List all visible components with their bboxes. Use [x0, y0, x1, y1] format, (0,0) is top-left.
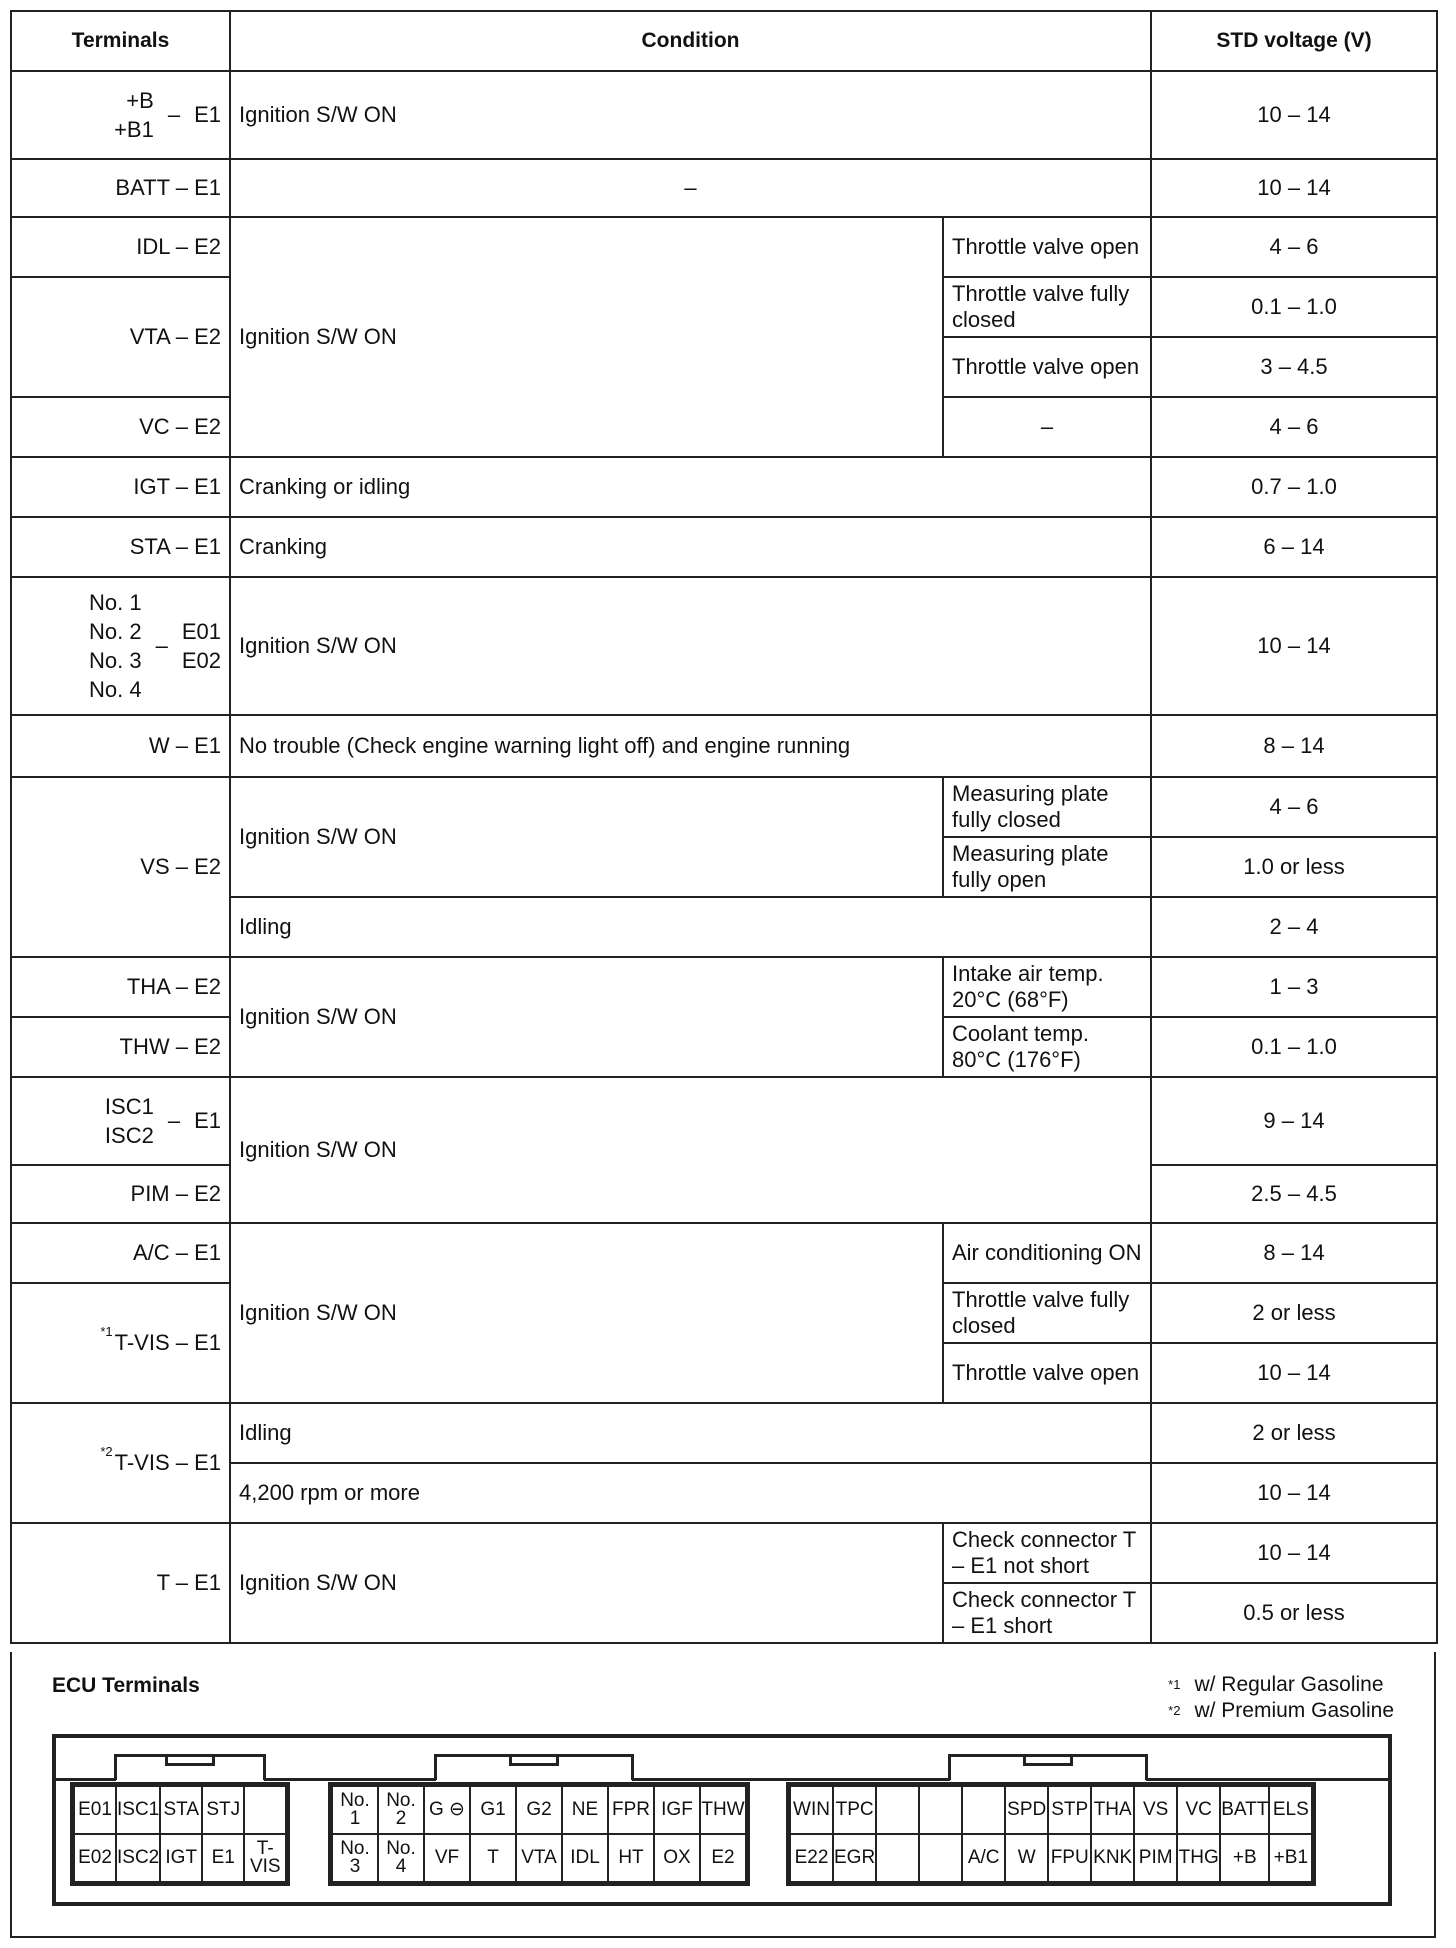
connector-outline — [56, 1778, 116, 1781]
terminal-cell: T – E1 — [11, 1523, 230, 1643]
voltage-cell: 10 – 14 — [1151, 71, 1437, 159]
condition-cell: Ignition S/W ON — [230, 217, 943, 457]
connector-pin: E2 — [700, 1834, 746, 1882]
connector-pin: STJ — [202, 1786, 244, 1834]
voltage-cell: 0.7 – 1.0 — [1151, 457, 1437, 517]
terminal-cell: $^{*2}$T-VIS – E1 — [11, 1403, 230, 1523]
terminal-cell: +B +B1– E1 — [11, 71, 230, 159]
connector-pin: KNK — [1091, 1834, 1134, 1882]
subcondition-cell: Measuring plate fully open — [943, 837, 1151, 897]
connector-block-2 — [328, 1782, 750, 1886]
terminal-cell: ISC1 ISC2– E1 — [11, 1077, 230, 1165]
subcondition-cell: Check connector T – E1 not short — [943, 1523, 1151, 1583]
voltage-table — [10, 10, 1438, 1644]
connector-pin: ISC2 — [116, 1834, 160, 1882]
connector-pin: No. 3 — [332, 1834, 378, 1882]
subcondition-cell: Throttle valve open — [943, 1343, 1151, 1403]
connector-pin: STP — [1048, 1786, 1091, 1834]
connector-pin: BATT — [1220, 1786, 1269, 1834]
terminal-cell: IDL – E2 — [11, 217, 230, 277]
terminal-cell: VS – E2 — [11, 777, 230, 957]
connector-pin: A/C — [962, 1834, 1005, 1882]
footnote-mark: *1 — [100, 1324, 113, 1339]
terminal-cell: W – E1 — [11, 715, 230, 777]
connector-pin: VC — [1177, 1786, 1220, 1834]
connector-pin: E02 — [74, 1834, 116, 1882]
condition-cell: Cranking or idling — [230, 457, 1151, 517]
connector-tab — [948, 1754, 1148, 1780]
voltage-cell: 10 – 14 — [1151, 1523, 1437, 1583]
table-row — [11, 777, 1437, 837]
ecu-title: ECU Terminals — [52, 1674, 200, 1697]
condition-cell: Ignition S/W ON — [230, 777, 943, 897]
connector-pin: W — [1005, 1834, 1048, 1882]
terminal-cell: BATT – E1 — [11, 159, 230, 217]
terminal-cell: A/C – E1 — [11, 1223, 230, 1283]
connector-pin: No. 1 — [332, 1786, 378, 1834]
subcondition-cell: Throttle valve open — [943, 337, 1151, 397]
footnote-1: $^{*1}$ w/ Regular Gasoline — [1168, 1673, 1384, 1696]
connector-pin: SPD — [1005, 1786, 1048, 1834]
connector-pin-row — [790, 1834, 1312, 1882]
connector-pin-row — [74, 1834, 286, 1882]
connector-outline — [264, 1778, 436, 1781]
voltage-cell: 10 – 14 — [1151, 577, 1437, 715]
connector-pin — [244, 1786, 286, 1834]
connector-pin: HT — [608, 1834, 654, 1882]
connector-pin: G1 — [470, 1786, 516, 1834]
connector-pin-grid — [73, 1785, 287, 1883]
subcondition-cell: Air conditioning ON — [943, 1223, 1151, 1283]
voltage-cell: 8 – 14 — [1151, 1223, 1437, 1283]
subcondition-cell: – — [943, 397, 1151, 457]
connector-tab — [114, 1754, 266, 1780]
terminal-cell: No. 1 No. 2 No. 3 No. 4–E01 E02 — [11, 577, 230, 715]
subcondition-cell: Throttle valve fully closed — [943, 1283, 1151, 1343]
terminal-cell: STA – E1 — [11, 517, 230, 577]
table-row — [11, 1223, 1437, 1283]
condition-cell: Ignition S/W ON — [230, 1223, 943, 1403]
voltage-cell: 0.1 – 1.0 — [1151, 277, 1437, 337]
connector-pin: THW — [700, 1786, 746, 1834]
table-row — [11, 715, 1437, 777]
footnote-2: $^{*2}$ w/ Premium Gasoline — [1168, 1699, 1394, 1722]
voltage-cell: 6 – 14 — [1151, 517, 1437, 577]
ecu-connector-diagram — [52, 1734, 1392, 1906]
condition-cell: – — [230, 159, 1151, 217]
connector-block-3 — [786, 1782, 1316, 1886]
subcondition-cell: Check connector T – E1 short — [943, 1583, 1151, 1643]
voltage-cell: 4 – 6 — [1151, 217, 1437, 277]
subcondition-cell: Throttle valve fully closed — [943, 277, 1151, 337]
connector-pin-row — [790, 1786, 1312, 1834]
ecu-terminals-section — [10, 1652, 1436, 1938]
connector-pin: No. 2 — [378, 1786, 424, 1834]
connector-pin: E1 — [202, 1834, 244, 1882]
connector-pin: WIN — [790, 1786, 833, 1834]
subcondition-cell: Coolant temp. 80°C (176°F) — [943, 1017, 1151, 1077]
voltage-cell: 8 – 14 — [1151, 715, 1437, 777]
voltage-cell: 2.5 – 4.5 — [1151, 1165, 1437, 1223]
condition-cell: Idling — [230, 1403, 1151, 1463]
connector-pin: +B1 — [1269, 1834, 1312, 1882]
connector-pin: +B — [1220, 1834, 1269, 1882]
connector-pin — [919, 1834, 962, 1882]
connector-pin: G2 — [516, 1786, 562, 1834]
connector-pin: IDL — [562, 1834, 608, 1882]
table-row — [11, 517, 1437, 577]
terminal-cell: $^{*1}$T-VIS – E1 — [11, 1283, 230, 1403]
voltage-cell: 0.1 – 1.0 — [1151, 1017, 1437, 1077]
connector-pin: VS — [1134, 1786, 1177, 1834]
connector-tab — [434, 1754, 634, 1780]
connector-pin: EGR — [833, 1834, 876, 1882]
connector-pin: T — [470, 1834, 516, 1882]
connector-pin: ELS — [1269, 1786, 1312, 1834]
connector-pin: E01 — [74, 1786, 116, 1834]
footnotes — [1168, 1672, 1394, 1724]
terminal-cell: IGT – E1 — [11, 457, 230, 517]
connector-pin: STA — [160, 1786, 202, 1834]
condition-cell: Ignition S/W ON — [230, 1523, 943, 1643]
table-row — [11, 1403, 1437, 1463]
condition-cell: Ignition S/W ON — [230, 957, 943, 1077]
voltage-cell: 10 – 14 — [1151, 1463, 1437, 1523]
connector-pin: VF — [424, 1834, 470, 1882]
connector-pin: THA — [1091, 1786, 1134, 1834]
connector-pin-row — [332, 1786, 746, 1834]
connector-pin: NE — [562, 1786, 608, 1834]
voltage-cell: 2 – 4 — [1151, 897, 1437, 957]
document-sheet — [10, 10, 1436, 1938]
condition-cell: Idling — [230, 897, 1151, 957]
table-row — [11, 217, 1437, 277]
voltage-cell: 2 or less — [1151, 1403, 1437, 1463]
voltage-cell: 1.0 or less — [1151, 837, 1437, 897]
table-row — [11, 1523, 1437, 1583]
header-std-voltage: STD voltage (V) — [1151, 11, 1437, 71]
condition-cell: Ignition S/W ON — [230, 577, 1151, 715]
terminal-cell: VC – E2 — [11, 397, 230, 457]
voltage-cell: 1 – 3 — [1151, 957, 1437, 1017]
subcondition-cell: Throttle valve open — [943, 217, 1151, 277]
table-row — [11, 457, 1437, 517]
connector-pin: IGF — [654, 1786, 700, 1834]
header-condition: Condition — [230, 11, 1151, 71]
connector-pin: VTA — [516, 1834, 562, 1882]
condition-cell: Cranking — [230, 517, 1151, 577]
connector-pin: E22 — [790, 1834, 833, 1882]
condition-cell: No trouble (Check engine warning light off) and engine running — [230, 715, 1151, 777]
table-row — [11, 1077, 1437, 1165]
connector-pin: ISC1 — [116, 1786, 160, 1834]
subcondition-cell: Measuring plate fully closed — [943, 777, 1151, 837]
voltage-cell: 0.5 or less — [1151, 1583, 1437, 1643]
voltage-cell: 9 – 14 — [1151, 1077, 1437, 1165]
voltage-cell: 10 – 14 — [1151, 1343, 1437, 1403]
connector-pin-grid — [789, 1785, 1313, 1883]
subcondition-cell: Intake air temp. 20°C (68°F) — [943, 957, 1151, 1017]
table-row — [11, 577, 1437, 715]
terminal-cell: PIM – E2 — [11, 1165, 230, 1223]
terminal-cell: THA – E2 — [11, 957, 230, 1017]
connector-pin: TPC — [833, 1786, 876, 1834]
connector-pin — [962, 1786, 1005, 1834]
terminal-cell: THW – E2 — [11, 1017, 230, 1077]
voltage-cell: 10 – 14 — [1151, 159, 1437, 217]
connector-pin-grid — [331, 1785, 747, 1883]
table-row — [11, 957, 1437, 1017]
connector-pin: T-VIS — [244, 1834, 286, 1882]
connector-outline — [632, 1778, 950, 1781]
header-terminals: Terminals — [11, 11, 230, 71]
header-row — [11, 11, 1437, 71]
connector-pin: G ⊖ — [424, 1786, 470, 1834]
voltage-cell: 2 or less — [1151, 1283, 1437, 1343]
connector-block-1 — [70, 1782, 290, 1886]
connector-pin: IGT — [160, 1834, 202, 1882]
terminal-cell: VTA – E2 — [11, 277, 230, 397]
connector-pin: PIM — [1134, 1834, 1177, 1882]
condition-cell: Ignition S/W ON — [230, 1077, 1151, 1223]
condition-cell: Ignition S/W ON — [230, 71, 1151, 159]
condition-cell: 4,200 rpm or more — [230, 1463, 1151, 1523]
connector-pin: OX — [654, 1834, 700, 1882]
connector-pin-row — [74, 1786, 286, 1834]
connector-pin — [876, 1834, 919, 1882]
connector-pin: FPR — [608, 1786, 654, 1834]
voltage-cell: 3 – 4.5 — [1151, 337, 1437, 397]
connector-pin: THG — [1177, 1834, 1220, 1882]
footnote-mark: *2 — [100, 1444, 113, 1459]
connector-pin — [919, 1786, 962, 1834]
voltage-cell: 4 – 6 — [1151, 397, 1437, 457]
connector-pin: FPU — [1048, 1834, 1091, 1882]
table-row — [11, 159, 1437, 217]
table-row — [11, 71, 1437, 159]
connector-outline — [1146, 1778, 1388, 1781]
connector-pin-row — [332, 1834, 746, 1882]
connector-pin: No. 4 — [378, 1834, 424, 1882]
connector-pin — [876, 1786, 919, 1834]
voltage-cell: 4 – 6 — [1151, 777, 1437, 837]
